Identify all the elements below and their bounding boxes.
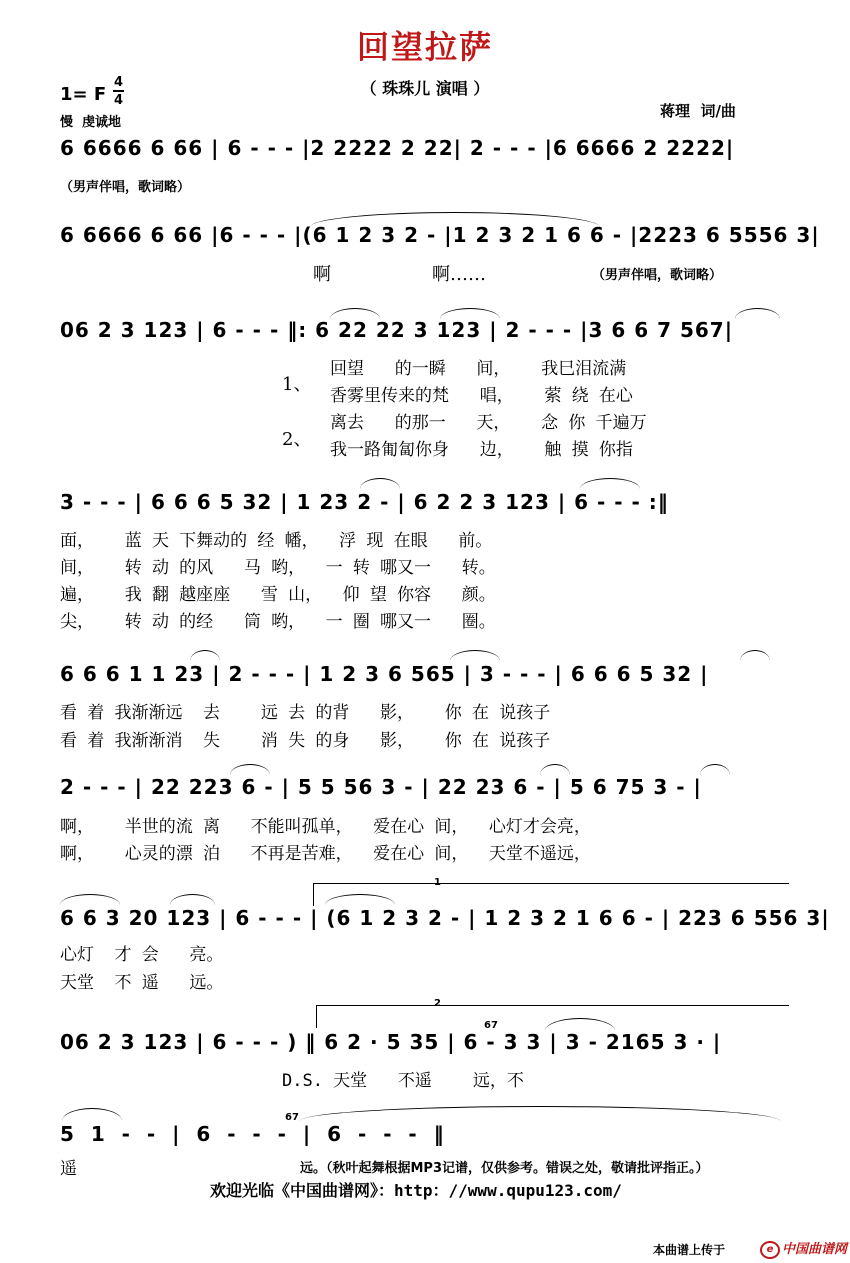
system-9-lyric-1: 遥 <box>60 1159 77 1179</box>
slur <box>62 1108 122 1121</box>
system-4-notes: 3 - - - | 6 6 6 5 32 | 1 23 2 - | 6 2 2 3 123 | 6 - - - :‖ <box>60 490 669 514</box>
slur <box>60 894 120 905</box>
footer-credit: 本曲谱上传于 <box>653 1243 726 1257</box>
system-4-lyric-3: 遍， 我 翻 越座座 雪 山， 仰 望 你容 颜。 <box>60 585 496 605</box>
slur <box>740 650 770 661</box>
slur <box>310 212 600 227</box>
slur <box>170 894 215 905</box>
system-2-notes: 6 6666 6 66 |6 - - - |(6 1 2 3 2 - |1 2 3 2 1 6 6 - |2223 6 5556 3| <box>60 223 820 247</box>
verse-line-3: 离去 的那一 天， 念 你 千遍万 <box>330 413 647 433</box>
slur <box>580 478 640 489</box>
slur <box>450 650 500 661</box>
system-2-lyric-2: 啊…… <box>432 264 486 285</box>
system-7-lyric-2: 天堂 不 遥 远。 <box>60 973 224 993</box>
system-3-notes: 06 2 3 123 | 6 - - - ‖: 6 22 22 3 123 | 2 - - - |3 6 6 7 567| <box>60 318 734 342</box>
system-2-note: （男声伴唱，歌词略） <box>592 268 723 283</box>
slur <box>230 764 270 775</box>
song-title: 回望拉萨 <box>356 28 493 66</box>
system-4-lyric-4: 尖， 转 动 的经 筒 哟， 一 圈 哪又一 圈。 <box>60 612 496 632</box>
verse-line-2: 香雾里传来的梵 唱， 萦 绕 在心 <box>330 386 633 406</box>
slur <box>190 650 220 661</box>
system-1-note: （男声伴唱，歌词略） <box>60 180 191 195</box>
time-signature-bottom: 4 <box>114 93 124 108</box>
system-5-lyric-2: 看 着 我渐渐消 失 消 失 的身 影， 你 在 说孩子 <box>60 731 551 751</box>
grace-note-2: 67 <box>285 1112 299 1123</box>
system-2-lyric-1: 啊 <box>313 264 331 285</box>
system-1-notes: 6 6666 6 66 | 6 - - - |2 2222 2 22| 2 - - - |6 6666 2 2222| <box>60 136 735 160</box>
verse-mark-2: 2、 <box>282 429 312 450</box>
verse-mark-1: 1、 <box>282 374 312 395</box>
system-8-notes: 06 2 3 123 | 6 - - - ) ‖ 6 2 · 5 35 | 6 - 3 3 | 3 - 2165 3 · | <box>60 1030 722 1054</box>
system-6-lyric-1: 啊， 半世的流 离 不能叫孤单， 爱在心 间， 心灯才会亮， <box>60 817 591 837</box>
volta-number-1: 1 <box>434 877 441 888</box>
time-signature-line <box>113 90 124 92</box>
slur <box>360 478 400 489</box>
system-4-lyric-2: 间， 转 动 的风 马 哟， 一 转 哪又一 转。 <box>60 558 496 578</box>
singer-credit: （ 珠珠儿 演唱 ） <box>360 79 490 98</box>
time-signature-top: 4 <box>114 75 124 90</box>
system-5-lyric-1: 看 着 我渐渐远 去 远 去 的背 影， 你 在 说孩子 <box>60 703 551 723</box>
system-8-lyric: D.S. 天堂 不遥 远，不 <box>282 1071 524 1091</box>
slur <box>735 308 780 319</box>
system-9-lyric-2: 远。（秋叶起舞根据MP3记谱，仅供参考。错误之处，敬请批评指正。） <box>300 1161 709 1176</box>
grace-note: 67 <box>484 1020 498 1031</box>
author-credit: 蒋理 词/曲 <box>660 102 736 120</box>
tempo-marking: 慢 虔诚地 <box>60 115 122 130</box>
site-logo[interactable] <box>760 1238 847 1259</box>
system-9-notes: 5 1 - - | 6 - - - | 6 - - - ‖ <box>60 1122 445 1146</box>
system-4-lyric-1: 面， 蓝 天 下舞动的 经 幡， 浮 现 在眼 前。 <box>60 531 493 551</box>
logo-icon: e <box>760 1241 780 1259</box>
slur <box>300 1106 780 1121</box>
slur <box>540 764 570 775</box>
system-7-notes: 6 6 3 20 123 | 6 - - - | (6 1 2 3 2 - | 1 2 3 2 1 6 6 - | 223 6 556 3| <box>60 906 830 930</box>
system-6-notes: 2 - - - | 22 223 6 - | 5 5 56 3 - | 22 23 6 - | 5 6 75 3 - | <box>60 775 702 799</box>
verse-line-4: 我一路匍匐你身 边， 触 摸 你指 <box>330 440 633 460</box>
slur <box>330 308 380 319</box>
welcome-text: 欢迎光临《中国曲谱网》：http：//www.qupu123.com/ <box>210 1181 622 1200</box>
volta-number-2: 2 <box>434 998 441 1009</box>
system-7-lyric-1: 心灯 才 会 亮。 <box>60 945 224 965</box>
system-6-lyric-2: 啊， 心灵的漂 泊 不再是苦难， 爱在心 间， 天堂不遥远， <box>60 844 591 864</box>
system-5-notes: 6 6 6 1 1 23 | 2 - - - | 1 2 3 6 565 | 3 - - - | 6 6 6 5 32 | <box>60 662 709 686</box>
slur <box>700 764 730 775</box>
slur <box>440 308 500 319</box>
site-logo-text: 中国曲谱网 <box>782 1242 848 1257</box>
key-signature: 1= F <box>60 84 107 105</box>
verse-line-1: 回望 的一瞬 间， 我巳泪流满 <box>330 359 627 379</box>
